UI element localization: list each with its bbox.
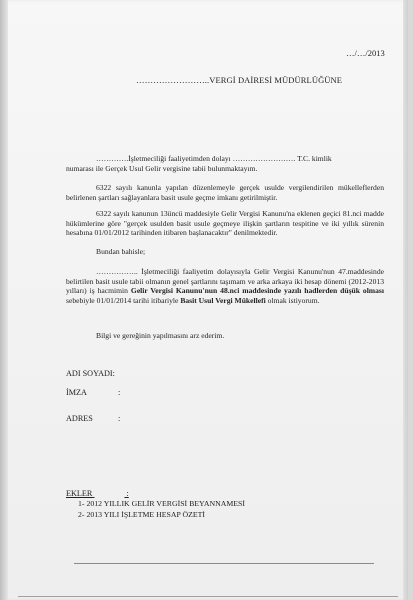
paragraph-closing-text: Bilgi ve gereğinin yapılmasını arz ederim. [96,331,225,340]
paragraph-bundan-bahisle-text: Bundan bahisle; [96,247,146,256]
paragraph-law-6322-text: 6322 sayılı kanunla yapılan düzenlemeyle gerçek usulde vergilendirilen mükelleflerden belirlenen şartları sağlayanlara basit usule geçme imkanı getirilmiştir. [66,183,384,202]
request-text-a: …………….. İşletmeciliği faaliyetim dolayısıyla Gelir Vergisi Kanunu'nun 47.maddesinde belirtilen basit usule tabii olmanın genel şartlarını taşımam ve arka arkaya iki hesap dönemi (2012-2013 yılları) iş hacmimin [66,267,384,296]
paragraph-intro [66,154,384,173]
request-text-b: sebebiyle 01/01/2014 tarihi itibariyle [66,295,181,305]
paragraph-bundan-bahisle [66,247,384,257]
signature-label: İMZA [66,388,87,397]
document-page [8,0,408,600]
page-left-shadow [0,0,8,600]
name-label: ADI SOYADI: [66,369,115,378]
paragraph-article-81 [66,209,384,238]
address-field [66,414,121,423]
document-date: …/…/2013 [346,48,385,58]
attachments-title-colon: : [126,489,129,498]
page-right-edge [403,0,408,600]
footer-divider [74,563,374,564]
document-heading: ……………………..VERGİ DAİRESİ MÜDÜRLÜĞÜNE [136,75,343,85]
paragraph-intro-line1: ………….İşletmeciliği faaliyetimden dolayı ……………………. T.C. kimlik [96,154,332,163]
signature-colon: : [118,388,121,397]
address-colon: : [118,414,121,423]
signature-field [66,388,121,397]
paragraph-intro-line2: numarası ile Gerçek Usul Gelir vergisine tabii bulunmaktayım. [66,163,258,173]
attachment-item: 1- 2012 YILLIK GELİR VERGİSİ BEYANNAMESİ [78,499,245,508]
request-text-c: olmak istiyorum. [265,295,320,305]
name-field [66,369,115,378]
paragraph-law-6322 [66,183,384,202]
paragraph-request [66,267,384,305]
paragraph-article-81-text: 6322 sayılı kanunun 13üncü maddesiyle Gelir Vergisi Kanunu'na eklenen geçici 81.nci madde hükümlerine göre "gerçek usulden basit usule geçmeye ilişkin şartların tespitine ve iki yıllık sürenin hesabına 01/01/2012 tarihinden itibaren başlanacaktır" denilmektedir. [66,209,384,238]
paragraph-closing [66,331,384,341]
request-text-bold2: Basit Usul Vergi Mükellefi [180,295,266,305]
bottom-divider [18,596,398,597]
request-text-bold: Gelir Vergisi Kanunu'nun 48.nci maddesinde yazılı hadlerden düşük olması [130,286,384,296]
address-label: ADRES [66,414,93,423]
attachment-item: 2- 2013 YILI İŞLETME HESAP ÖZETİ [78,510,205,519]
attachments-title-text: EKLER [66,489,93,498]
attachments-title [66,489,129,498]
